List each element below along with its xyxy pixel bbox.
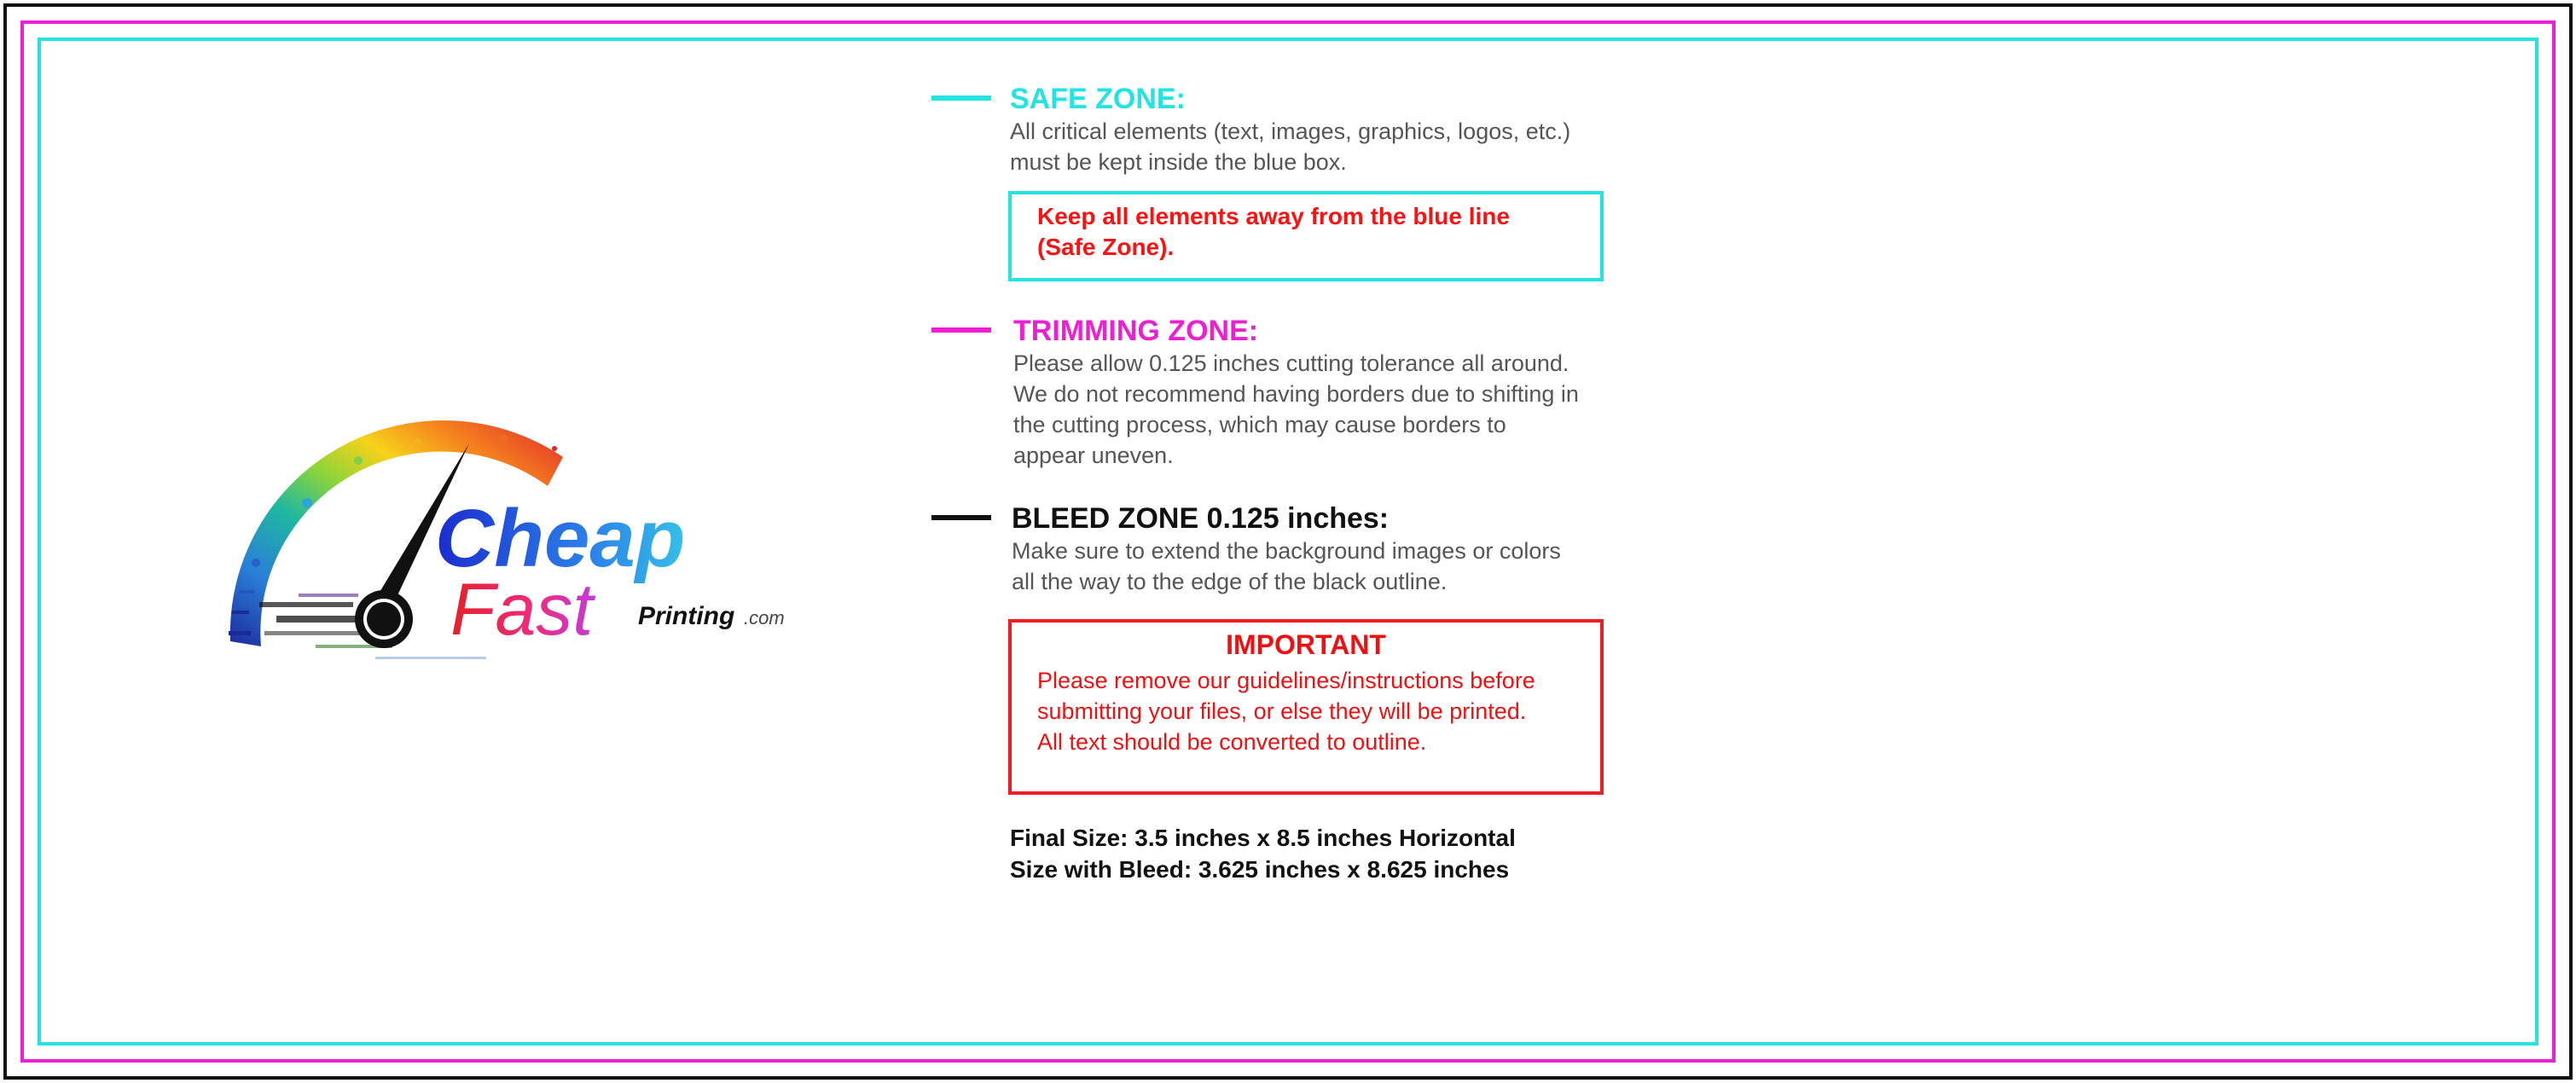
important-line: submitting your files, or else they will be printed. xyxy=(1037,698,1527,724)
trimming-zone-line: Please allow 0.125 inches cutting tolerance all around. xyxy=(1013,350,1569,376)
bleed-zone-line: Make sure to extend the background images or colors xyxy=(1012,538,1561,564)
trimming-zone-marker xyxy=(931,327,991,333)
safe-zone-marker xyxy=(931,96,991,101)
logo-word-printing: Printing xyxy=(638,602,735,630)
logo-word-cheap: Cheap xyxy=(435,493,686,584)
bleed-zone-title: BLEED ZONE 0.125 inches: xyxy=(1012,502,1390,535)
important-body xyxy=(1037,665,1575,757)
important-title: IMPORTANT xyxy=(1226,629,1386,660)
bleed-size-text: Size with Bleed: 3.625 inches x 8.625 inches xyxy=(1010,856,1510,883)
final-size-text: Final Size: 3.5 inches x 8.5 inches Horizontal xyxy=(1010,825,1516,851)
safe-zone-note-box xyxy=(1008,191,1604,281)
logo-word-domain: .com xyxy=(744,607,785,628)
bleed-zone-marker xyxy=(931,515,991,520)
trimming-zone-line: the cutting process, which may cause borders to xyxy=(1013,412,1506,437)
trimming-zone-line: We do not recommend having borders due to shifting in xyxy=(1013,381,1579,407)
safe-zone-note-line: Keep all elements away from the blue line xyxy=(1037,203,1510,229)
trimming-zone-description xyxy=(1013,348,1579,471)
trimming-zone-title: TRIMMING ZONE: xyxy=(1013,315,1259,347)
size-info xyxy=(1010,822,1516,885)
cheapfastprinting-logo xyxy=(205,401,802,674)
speedometer-logo-graphic xyxy=(205,401,802,674)
important-notice-box xyxy=(1008,619,1604,795)
safe-zone-line: All critical elements (text, images, graphics, logos, etc.) xyxy=(1010,119,1571,144)
trimming-zone-line: appear uneven. xyxy=(1013,443,1174,468)
safe-zone-line: must be kept inside the blue box. xyxy=(1010,149,1347,175)
important-line: All text should be converted to outline. xyxy=(1037,729,1427,755)
bleed-zone-description xyxy=(1012,536,1561,597)
safe-zone-note-line: (Safe Zone). xyxy=(1037,234,1175,260)
bleed-zone-line: all the way to the edge of the black outline. xyxy=(1012,569,1448,594)
logo-word-fast: Fast xyxy=(450,569,594,651)
safe-zone-title: SAFE ZONE: xyxy=(1010,83,1186,115)
safe-zone-description xyxy=(1010,116,1570,177)
important-line: Please remove our guidelines/instructions before xyxy=(1037,668,1535,693)
